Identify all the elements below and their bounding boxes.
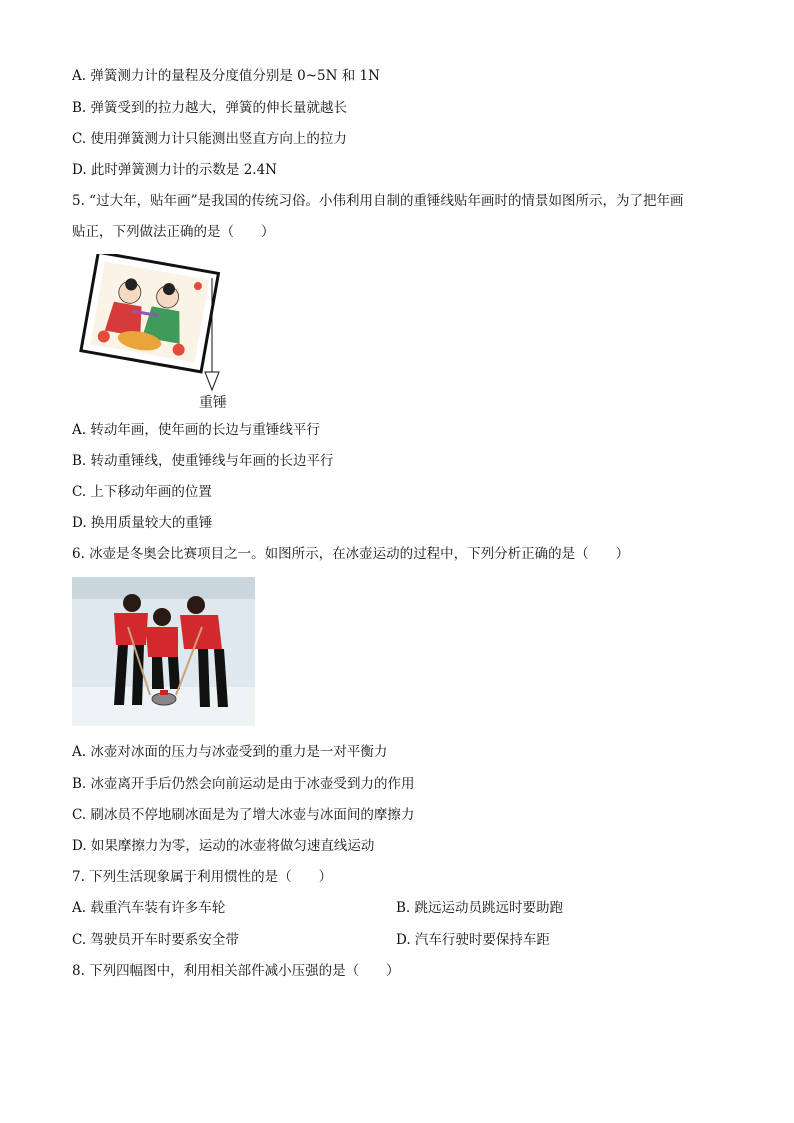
q7-stem: 7. 下列生活现象属于利用惯性的是（ ） (72, 869, 333, 885)
q7-option-d: D. 汽车行驶时要保持车距 (396, 932, 550, 948)
q4-option-c: C. 使用弹簧测力计只能测出竖直方向上的拉力 (72, 131, 347, 147)
q7-option-b: B. 跳远运动员跳远时要助跑 (396, 900, 564, 916)
q6-option-b: B. 冰壶离开手后仍然会向前运动是由于冰壶受到力的作用 (72, 776, 415, 792)
q5-stem-line2: 贴正，下列做法正确的是（ ） (72, 224, 275, 240)
stone-handle (160, 690, 168, 695)
q5-option-d: D. 换用质量较大的重锤 (72, 515, 213, 531)
q5-option-b: B. 转动重锤线，使重锤线与年画的长边平行 (72, 453, 334, 469)
q4-option-d: D. 此时弹簧测力计的示数是 2.4N (72, 162, 277, 178)
q4-option-a: A. 弹簧测力计的量程及分度值分别是 0~5N 和 1N (72, 68, 380, 84)
curling-photo (72, 577, 255, 726)
q7-option-c: C. 驾驶员开车时要系安全带 (72, 932, 239, 948)
rink-wall (72, 577, 255, 599)
q5-option-c: C. 上下移动年画的位置 (72, 484, 212, 500)
plumb-caption: 重锤 (199, 395, 227, 411)
q5-option-a: A. 转动年画，使年画的长边与重锤线平行 (72, 422, 320, 438)
q6-option-d: D. 如果摩擦力为零，运动的冰壶将做匀速直线运动 (72, 838, 375, 854)
plumb-bob (205, 372, 219, 390)
new-year-painting-figure (74, 254, 224, 414)
q6-option-a: A. 冰壶对冰面的压力与冰壶受到的重力是一对平衡力 (72, 744, 388, 760)
q4-option-b: B. 弹簧受到的拉力越大，弹簧的伸长量就越长 (72, 100, 348, 116)
q6-stem: 6. 冰壶是冬奥会比赛项目之一。如图所示，在冰壶运动的过程中，下列分析正确的是（ ） (72, 546, 630, 562)
q5-stem-line1: 5. “过大年，贴年画”是我国的传统习俗。小伟利用自制的重锤线贴年画时的情景如图所示，为了把年画 (72, 193, 684, 209)
q6-option-c: C. 刷冰员不停地刷冰面是为了增大冰壶与冰面间的摩擦力 (72, 807, 415, 823)
q7-option-a: A. 载重汽车装有许多车轮 (72, 900, 226, 916)
q8-stem: 8. 下列四幅图中，利用相关部件减小压强的是（ ） (72, 963, 400, 979)
